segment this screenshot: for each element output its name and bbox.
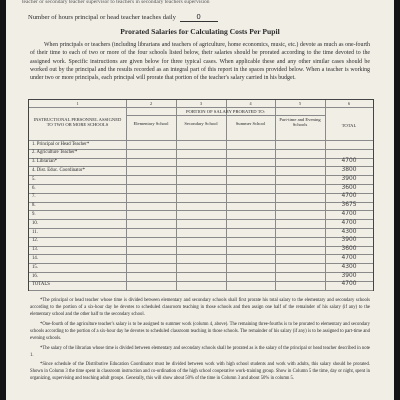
- row-rule: [29, 228, 373, 229]
- row-total: 4700: [341, 254, 357, 261]
- row-label: 4. Dist. Educ. Coordinator*: [32, 167, 86, 173]
- row-total: 4700: [341, 281, 357, 288]
- header-rule: [126, 115, 325, 116]
- row-total: 3900: [341, 237, 357, 244]
- column-header: Elementary School: [133, 121, 169, 126]
- column-number: 2: [149, 101, 153, 106]
- row-label: 3. Librarian*: [32, 159, 58, 165]
- row-rule: [29, 237, 373, 238]
- footnote: *Since schedule of the Distributive Education Coordinator must be divided between work with high school students and work with adults, this salary should be prorated. Shown in Column 3 the time spent in classroom instruction and co-ordination of the high school cooperative work-training group. Show in Column 5 the time, day or night, spent in organizing, supervising and teaching adult groups. Generally, this will show about 50% of the time in Column 3 and about 50% in column 5.: [30, 362, 370, 382]
- row-label: TOTALS: [32, 282, 50, 288]
- column-number: 6: [347, 101, 351, 106]
- row-total: 3800: [341, 166, 357, 173]
- row-total: 3900: [341, 272, 357, 279]
- row-label: 2. Agriculture Teacher*: [32, 150, 78, 156]
- intro-paragraph: When principals or teachers (including librarians and teachers of agriculture, home economics, music, etc.) devote as much as one-fourth of their time to each of two or more of the four schools listed below, their salaries should be prorated according to the time devoted to the assigned work. Specific instructions are given below for three typical cases. When applicable these and any other similar cases should be worked out by the principal and the results recorded as an integral part of this report in the spaces provided below. When a teacher is working under two or more principals, each principal will prorate that portion of the teacher's salary carried in his budget.: [30, 42, 370, 82]
- row-label: 6.: [32, 185, 36, 191]
- column-number: 4: [249, 101, 252, 106]
- row-label: 12.: [32, 238, 38, 244]
- row-label: 10.: [32, 220, 38, 226]
- row-label: 13.: [32, 247, 38, 253]
- column-header: Secondary School: [184, 121, 218, 126]
- footnote: *The principal or head teacher whose time is divided between elementary and secondary schools shall first prorate his total salary to the elementary and secondary schools according to the portion of a six-hour day he devotes to scheduled classroom teaching in those schools and then assign one half of the remainder of his salary (if any) to the elementary school and the other half to the secondary school.: [30, 298, 370, 318]
- header-rule: [29, 107, 373, 108]
- footnote: *One-fourth of the agriculture teacher's salary is to be assigned to summer work (column 4, above). The remaining three-fourths is to be prorated to elementary and secondary schools according to the portion of a six-hour day he devotes to scheduled classroom teaching in those schools. The remainder of his salary (if any) is to be assigned to part-time and evening schools.: [30, 321, 370, 341]
- row-total: 3600: [341, 246, 357, 253]
- row-rule: [29, 158, 373, 159]
- group-header: PORTION OF SALARY PRORATED TO:: [185, 108, 266, 114]
- row-rule: [29, 149, 373, 150]
- column-divider: [275, 100, 276, 290]
- row-rule: [29, 219, 373, 220]
- row-rule: [29, 254, 373, 255]
- personnel-header: INSTRUCTIONAL PERSONNEL ASSIGNED TO TWO OR MORE SCHOOLS: [33, 117, 122, 128]
- row-rule: [29, 202, 373, 203]
- row-label: 8.: [32, 203, 36, 209]
- row-label: 15.: [32, 264, 38, 270]
- row-total: 3900: [341, 175, 357, 182]
- row-label: 11.: [32, 229, 38, 235]
- form-page: [6, 0, 394, 400]
- row-rule: [29, 193, 373, 194]
- row-label: 16.: [32, 273, 38, 279]
- row-rule: [29, 184, 373, 185]
- row-rule: [29, 272, 373, 273]
- row-total: 3675: [341, 202, 357, 209]
- row-rule: [29, 263, 373, 264]
- row-rule: [29, 281, 373, 282]
- column-header: TOTAL: [341, 123, 357, 128]
- section-title: Prorated Salaries for Calculating Costs Per Pupil: [120, 27, 280, 36]
- column-header: Summer School: [235, 121, 266, 126]
- header-rule: [29, 140, 373, 141]
- row-label: 5.: [32, 176, 36, 182]
- row-total: 4700: [341, 193, 357, 200]
- column-divider: [176, 100, 177, 290]
- row-total: 3600: [341, 184, 357, 191]
- row-total: 4700: [341, 210, 357, 217]
- column-divider: [126, 100, 127, 290]
- row-label: 9.: [32, 211, 36, 217]
- row-label: 7.: [32, 194, 36, 200]
- column-number: 5: [298, 101, 302, 106]
- row-total: 4700: [341, 158, 357, 165]
- row-rule: [29, 210, 373, 211]
- row-total: 4700: [341, 219, 357, 226]
- row-label: 14.: [32, 255, 38, 261]
- hours-label: Number of hours principal or head teacher teaches daily: [28, 14, 176, 21]
- column-divider: [226, 100, 227, 290]
- footnote: *The salary of the librarian whose time is divided between elementary and secondary schools shall be prorated as is the salary of the principal or head teacher described in note 1.: [30, 345, 370, 358]
- row-rule: [29, 290, 373, 291]
- row-total: 4300: [341, 228, 357, 235]
- row-label: 1. Principal or Head Teacher*: [32, 141, 90, 147]
- salary-table: [28, 99, 374, 291]
- hours-value: 0: [180, 13, 218, 22]
- row-rule: [29, 246, 373, 247]
- column-header: Part-time and Evening Schools: [279, 117, 321, 128]
- row-rule: [29, 175, 373, 176]
- column-number: 3: [199, 101, 203, 106]
- hours-line: [28, 13, 218, 22]
- column-number: 1: [76, 101, 79, 106]
- footnotes: [30, 297, 370, 385]
- cutoff-text: teacher or secondary teacher supervisor to teachers in secondary teachers supervision: [22, 0, 210, 5]
- row-rule: [29, 166, 373, 167]
- row-total: 4300: [341, 263, 357, 270]
